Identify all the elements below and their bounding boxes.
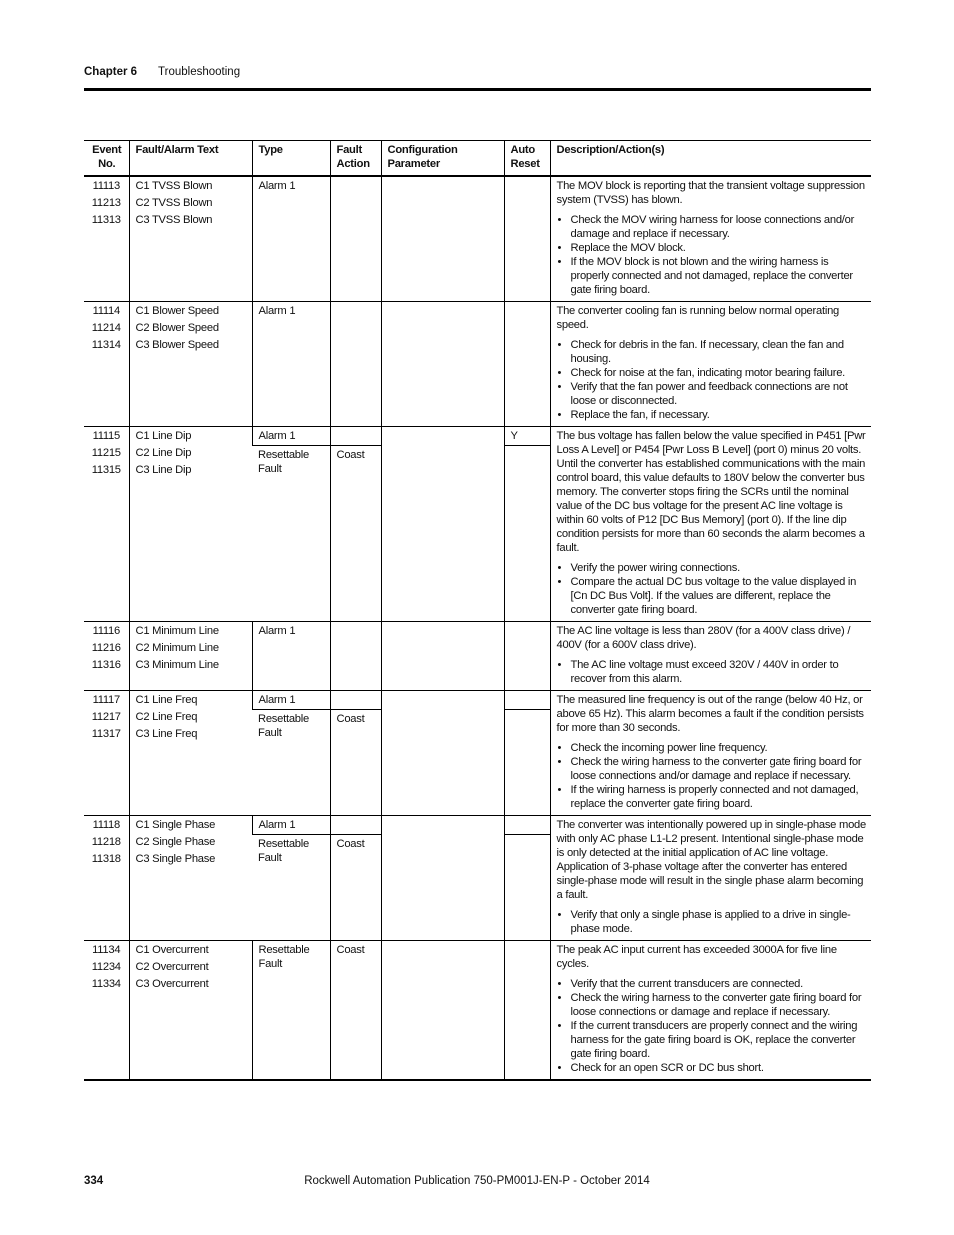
event-number: 11318 <box>91 853 121 865</box>
description-text: The MOV block is reporting that the transient voltage suppression system (TVSS) has blown. <box>556 180 865 206</box>
fault-alarm-text: C3 TVSS Blown <box>135 214 213 226</box>
fault-alarm-text-cell <box>129 691 252 816</box>
event-number: 11314 <box>91 339 121 351</box>
fault-action-cell: Coast <box>330 835 381 941</box>
configuration-parameter-cell <box>381 816 504 941</box>
action-item: • If the wiring harness is properly connected and not damaged, replace the converter gate firing board. <box>557 783 867 811</box>
event-number: 11213 <box>91 197 121 209</box>
table-header-row <box>84 141 871 177</box>
description-cell <box>550 816 871 941</box>
fault-alarm-text: C1 Line Dip <box>135 430 192 442</box>
event-number: 11214 <box>91 322 121 334</box>
column-header-auto-reset: Auto Reset <box>504 141 550 177</box>
action-item: • Check the wiring harness to the converter gate firing board for loose connections or damage and replace if necessary. <box>557 991 867 1019</box>
description-cell <box>550 941 871 1081</box>
description-text: The converter was intentionally powered up in single-phase mode with only AC phase L1-L2 present. Intentional single-phase mode is only detected at the initial application of AC line voltage. Application of 3-phase voltage after the converter has entered single-phase mode will result in the single phase alarm becoming a fault. <box>556 819 866 901</box>
table-row <box>84 176 871 302</box>
description-cell <box>550 622 871 691</box>
type-cell: Alarm 1 <box>252 622 330 691</box>
table-row <box>84 941 871 1081</box>
auto-reset-cell <box>504 176 550 302</box>
event-number: 11116 <box>92 625 120 637</box>
header-rule <box>84 88 871 91</box>
event-number: 11218 <box>91 836 121 848</box>
event-number: 11117 <box>92 694 120 706</box>
action-list <box>557 561 867 617</box>
fault-action-cell <box>330 691 381 710</box>
type-cell: Alarm 1 <box>252 427 330 446</box>
fault-alarm-text-cell <box>129 176 252 302</box>
table-row <box>84 691 871 710</box>
event-number: 11115 <box>92 430 120 442</box>
action-list <box>557 338 867 422</box>
configuration-parameter-cell <box>381 427 504 622</box>
fault-alarm-text-cell <box>129 427 252 622</box>
fault-alarm-text-cell <box>129 816 252 941</box>
fault-alarm-text: C2 Overcurrent <box>135 961 209 973</box>
auto-reset-cell <box>504 691 550 710</box>
type-cell: Resettable Fault <box>252 835 330 941</box>
description-cell <box>550 176 871 302</box>
event-number: 11334 <box>91 978 121 990</box>
type-cell: Resettable Fault <box>252 710 330 816</box>
description-cell <box>550 302 871 427</box>
action-item: • Replace the fan, if necessary. <box>557 408 867 422</box>
configuration-parameter-cell <box>381 302 504 427</box>
event-numbers-cell <box>84 176 129 302</box>
page-number: 334 <box>84 1175 104 1187</box>
action-item: • Compare the actual DC bus voltage to the value displayed in [Cn DC Bus Volt]. If the values are different, replace the converter gate firing board. <box>557 575 867 617</box>
fault-alarm-text-cell <box>129 302 252 427</box>
action-item: • If the MOV block is not blown and the wiring harness is properly connected and not damaged, replace the converter gate firing board. <box>557 255 867 297</box>
auto-reset-cell <box>504 446 550 622</box>
type-cell: Resettable Fault <box>252 446 330 622</box>
event-number: 11216 <box>91 642 121 654</box>
event-number: 11114 <box>92 305 120 317</box>
configuration-parameter-cell <box>381 622 504 691</box>
fault-action-cell: Coast <box>330 446 381 622</box>
fault-alarm-text: C2 Minimum Line <box>135 642 219 654</box>
column-header-fault-action: Fault Action <box>330 141 381 177</box>
auto-reset-cell: Y <box>504 427 550 446</box>
action-item: • Verify that the fan power and feedback connections are not loose or disconnected. <box>557 380 867 408</box>
action-item: • Verify that only a single phase is applied to a drive in single-phase mode. <box>557 908 867 936</box>
auto-reset-cell <box>504 622 550 691</box>
action-item: • Verify the power wiring connections. <box>557 561 867 575</box>
event-number: 11113 <box>92 180 120 192</box>
fault-action-cell <box>330 816 381 835</box>
action-list <box>557 977 867 1075</box>
table-row <box>84 302 871 427</box>
column-header-configuration-parameter: Configuration Parameter <box>381 141 504 177</box>
action-list <box>557 741 867 811</box>
action-item: • Check for debris in the fan. If necessary, clean the fan and housing. <box>557 338 867 366</box>
page-header <box>84 66 240 78</box>
column-header-description: Description/Action(s) <box>550 141 871 177</box>
fault-alarm-text: C2 Line Freq <box>135 711 198 723</box>
event-numbers-cell <box>84 622 129 691</box>
event-numbers-cell <box>84 941 129 1081</box>
type-cell: Alarm 1 <box>252 302 330 427</box>
description-cell <box>550 427 871 622</box>
event-numbers-cell <box>84 427 129 622</box>
fault-alarm-text: C2 Single Phase <box>135 836 216 848</box>
description-text: The AC line voltage is less than 280V (for a 400V class drive) / 400V (for a 600V class drive). <box>556 625 851 651</box>
fault-alarm-text: C3 Minimum Line <box>135 659 219 671</box>
fault-action-cell <box>330 302 381 427</box>
description-text: The bus voltage has fallen below the value specified in P451 [Pwr Loss A Level] or P454 [Pwr Loss B Level] (port 0) minus 20 volts. Until the converter has established communications with the main control board, this value defaults to 180V below the converter bus memory. The converter stops firing the SCRs until the nominal value of the DC bus voltage for the present AC line voltage is within 60 volts of P12 [DC Bus Memory] (port 0). If the line dip condition persists for more than 60 seconds the alarm becomes a fault. <box>556 430 866 554</box>
auto-reset-cell <box>504 835 550 941</box>
fault-alarm-text: C1 Minimum Line <box>135 625 219 637</box>
action-item: • Check the incoming power line frequency. <box>557 741 867 755</box>
event-number: 11316 <box>91 659 121 671</box>
fault-alarm-text: C1 Blower Speed <box>135 305 219 317</box>
column-header-type: Type <box>252 141 330 177</box>
configuration-parameter-cell <box>381 176 504 302</box>
event-number: 11118 <box>92 819 120 831</box>
event-number: 11217 <box>91 711 121 723</box>
description-text: The peak AC input current has exceeded 3000A for five line cycles. <box>556 944 837 970</box>
fault-alarm-table <box>84 140 871 1081</box>
column-header-fault-alarm-text: Fault/Alarm Text <box>129 141 252 177</box>
auto-reset-cell <box>504 710 550 816</box>
description-text: The measured line frequency is out of the range (below 40 Hz, or above 65 Hz). This alarm becomes a fault if the condition persists for more than 30 seconds. <box>556 694 864 734</box>
event-number: 11215 <box>91 447 121 459</box>
fault-action-cell <box>330 622 381 691</box>
fault-alarm-text: C1 Single Phase <box>135 819 216 831</box>
table-body <box>84 176 871 1080</box>
fault-alarm-text: C2 Blower Speed <box>135 322 219 334</box>
fault-alarm-text: C2 TVSS Blown <box>135 197 213 209</box>
fault-action-cell <box>330 427 381 446</box>
action-list <box>557 908 867 936</box>
chapter-label: Chapter 6 <box>84 66 138 78</box>
fault-alarm-text: C3 Line Dip <box>135 464 192 476</box>
description-text: The converter cooling fan is running below normal operating speed. <box>556 305 840 331</box>
auto-reset-cell <box>504 302 550 427</box>
type-cell: Alarm 1 <box>252 691 330 710</box>
action-item: • Verify that the current transducers are connected. <box>557 977 867 991</box>
type-cell: Resettable Fault <box>252 941 330 1081</box>
fault-action-cell <box>330 176 381 302</box>
fault-alarm-text: C3 Blower Speed <box>135 339 219 351</box>
fault-alarm-text: C3 Line Freq <box>135 728 198 740</box>
configuration-parameter-cell <box>381 691 504 816</box>
section-label: Troubleshooting <box>158 66 241 78</box>
fault-alarm-text: C1 Overcurrent <box>135 944 209 956</box>
event-number: 11313 <box>91 214 121 226</box>
action-item: • Check the wiring harness to the converter gate firing board for loose connections and/or damage and replace if necessary. <box>557 755 867 783</box>
table-row <box>84 622 871 691</box>
fault-alarm-text-cell <box>129 622 252 691</box>
action-list <box>557 658 867 686</box>
fault-action-cell: Coast <box>330 941 381 1081</box>
configuration-parameter-cell <box>381 941 504 1081</box>
fault-alarm-text-cell <box>129 941 252 1081</box>
action-item: • Check for an open SCR or DC bus short. <box>557 1061 867 1075</box>
fault-action-cell: Coast <box>330 710 381 816</box>
action-item: • If the current transducers are properly connect and the wiring harness for the gate firing board is OK, replace the converter gate firing board. <box>557 1019 867 1061</box>
event-numbers-cell <box>84 816 129 941</box>
fault-alarm-text: C1 Line Freq <box>135 694 198 706</box>
action-item: • The AC line voltage must exceed 320V / 440V in order to recover from this alarm. <box>557 658 867 686</box>
event-numbers-cell <box>84 691 129 816</box>
auto-reset-cell <box>504 941 550 1081</box>
fault-alarm-text: C3 Overcurrent <box>135 978 209 990</box>
table-row <box>84 816 871 835</box>
event-number: 11234 <box>91 961 121 973</box>
publication-info: Rockwell Automation Publication 750-PM001J-EN-P - October 2014 <box>304 1175 650 1187</box>
description-cell <box>550 691 871 816</box>
fault-alarm-text: C2 Line Dip <box>135 447 192 459</box>
column-header-event-no: Event No. <box>84 141 129 177</box>
fault-alarm-text: C1 TVSS Blown <box>135 180 213 192</box>
table-row <box>84 427 871 446</box>
auto-reset-cell <box>504 816 550 835</box>
event-number: 11134 <box>92 944 121 956</box>
event-number: 11315 <box>91 464 121 476</box>
action-item: • Check the MOV wiring harness for loose connections and/or damage and replace if necessary. <box>557 213 867 241</box>
event-numbers-cell <box>84 302 129 427</box>
type-cell: Alarm 1 <box>252 816 330 835</box>
type-cell: Alarm 1 <box>252 176 330 302</box>
action-item: • Replace the MOV block. <box>557 241 867 255</box>
fault-alarm-text: C3 Single Phase <box>135 853 216 865</box>
action-item: • Check for noise at the fan, indicating motor bearing failure. <box>557 366 867 380</box>
event-number: 11317 <box>91 728 121 740</box>
action-list <box>557 213 867 297</box>
